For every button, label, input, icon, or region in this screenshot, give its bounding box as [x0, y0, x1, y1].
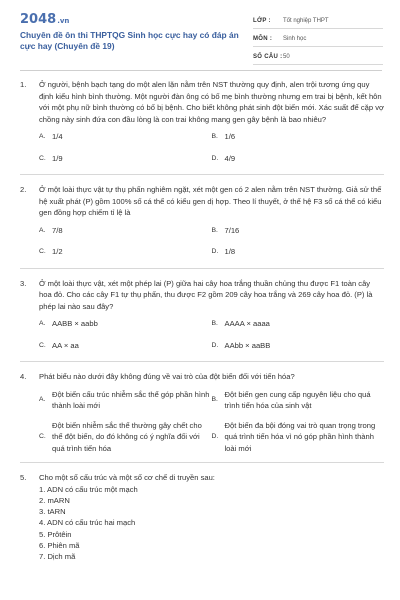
- option-text: 1/9: [52, 153, 63, 163]
- option-d[interactable]: [212, 340, 385, 352]
- list-item: 2. mARN: [39, 495, 70, 505]
- option-b[interactable]: [212, 389, 385, 412]
- question-2: [20, 184, 384, 258]
- option-a[interactable]: [39, 389, 212, 412]
- option-letter: B.: [211, 320, 218, 327]
- meta-label: LỚP :: [253, 18, 271, 24]
- site-logo[interactable]: [20, 12, 69, 27]
- meta-row-subject: [253, 32, 383, 47]
- document-title: Chuyên đề ôn thi THPTQG Sinh học cực hay có đáp án cực hay (Chuyên đề 19): [20, 30, 239, 51]
- option-letter: D.: [211, 433, 219, 440]
- question-number: 4.: [20, 372, 27, 381]
- option-text: 1/8: [224, 247, 236, 256]
- question-text: Phát biểu nào dưới đây không đúng về vai trò của đột biến đối với tiến hóa?: [39, 372, 295, 381]
- question-list: [20, 79, 384, 563]
- question-1: [20, 79, 384, 164]
- option-letter: A.: [39, 133, 46, 140]
- option-text: AAbb × aaBB: [224, 340, 271, 350]
- logo-suffix: .vn: [57, 17, 70, 25]
- option-text: 7/8: [52, 225, 63, 235]
- option-text: AA × aa: [52, 340, 79, 350]
- structure-list: [39, 484, 384, 563]
- answer-options: [39, 225, 384, 258]
- question-divider: [20, 174, 384, 175]
- option-text: Đột biến gen cung cấp nguyên liệu cho quá trình tiến hóa của sinh vật: [224, 389, 371, 410]
- option-b[interactable]: [212, 225, 385, 237]
- document-header: [0, 0, 400, 66]
- option-text: Đột biến cấu trúc nhiễm sắc thể góp phần hình thành loài mới: [52, 389, 210, 410]
- option-c[interactable]: [39, 246, 212, 258]
- option-letter: C.: [39, 433, 46, 440]
- option-text: 1/2: [52, 247, 63, 256]
- list-item: 1. ADN có cấu trúc một mạch: [39, 484, 138, 494]
- header-divider: [20, 70, 382, 71]
- question-4: [20, 371, 384, 454]
- option-letter: D.: [211, 341, 219, 349]
- option-b[interactable]: [212, 131, 385, 143]
- option-c[interactable]: [39, 420, 212, 455]
- option-letter: C.: [39, 341, 46, 349]
- list-item: 7. Dịch mã: [39, 552, 76, 562]
- option-letter: B.: [211, 226, 218, 234]
- question-divider: [20, 268, 384, 269]
- question-text: Ở một loài thực vật tự thụ phấn nghiêm ngặt, xét một gen có 2 alen nằm trên NST thường. Giả sử thế hệ xuất phát (P) gồm 100% số cá thể có kiểu gen dị hợp. Theo lí thuyết, ở thế hệ F3 số cá thể có kiểu gen đồng hợp chiếm tỉ lệ là: [39, 185, 382, 217]
- option-a[interactable]: [39, 318, 212, 330]
- question-text: Ở một loài thực vật, xét một phép lai (P) giữa hai cây hoa trắng thuần chủng thu được F1 toàn cây hoa đỏ. Cho các cây F1 tự thụ phấn, thu được F2 gồm 209 cây hoa trắng và 269 cây hoa đỏ. (P) là phép lai nào sau đây?: [39, 278, 373, 311]
- question-divider: [20, 361, 384, 362]
- option-letter: C.: [39, 248, 46, 255]
- option-letter: A.: [39, 320, 46, 327]
- option-b[interactable]: [212, 318, 385, 330]
- meta-row-count: [253, 50, 383, 65]
- option-d[interactable]: [212, 246, 385, 258]
- option-text: 4/9: [224, 153, 236, 163]
- option-letter: A.: [39, 226, 46, 234]
- option-letter: A.: [39, 396, 46, 404]
- option-letter: B.: [211, 133, 218, 140]
- option-text: Đột biến nhiễm sắc thể thường gây chết cho thể đột biến, do đó không có ý nghĩa đối với quá trình tiến hóa: [52, 420, 202, 453]
- list-item: 3. tARN: [39, 507, 66, 517]
- list-item: 4. ADN có cấu trúc hai mạch: [39, 518, 136, 528]
- list-item: 5. Prôtêin: [39, 529, 72, 539]
- option-text: 1/6: [224, 132, 236, 141]
- option-text: Đột biến đa bội đóng vai trò quan trọng trong quá trình tiến hóa vì nó góp phần hình thành loài mới: [224, 420, 376, 453]
- option-letter: D.: [211, 154, 219, 162]
- logo-text: 2048: [20, 12, 57, 27]
- document-meta: [253, 14, 383, 68]
- question-number: 3.: [20, 278, 27, 288]
- option-d[interactable]: [212, 153, 385, 165]
- question-text: Ở người, bệnh bạch tạng do một alen lặn nằm trên NST thường quy định, alen trội tương ứng quy định kiểu hình bình thường. Một người đàn ông có bố mẹ bình thường nhưng em trai bị bệnh, kết hôn với một phụ nữ bình thường có bố bị bệnh. Cho biết không phát sinh đột biến mới. Xác suất để cặp vợ chồng này sinh đứa con đầu lòng là con trai không mang gen gây bệnh là bao nhiêu?: [39, 80, 385, 124]
- meta-value: 50: [283, 54, 290, 60]
- option-a[interactable]: [39, 225, 212, 237]
- answer-options: [39, 318, 384, 351]
- answer-options: [39, 131, 384, 164]
- list-item: 6. Phiên mã: [39, 540, 80, 550]
- option-text: AABB × aabb: [52, 319, 98, 328]
- question-text: Cho một số cấu trúc và một số cơ chế di truyền sau:: [39, 473, 215, 482]
- meta-label: SỐ CÂU :: [253, 54, 283, 60]
- answer-options: [39, 389, 384, 455]
- meta-value: Tốt nghiệp THPT: [283, 18, 329, 24]
- meta-row-class: [253, 14, 383, 29]
- option-letter: C.: [39, 154, 46, 162]
- option-letter: B.: [211, 396, 218, 404]
- question-5: [20, 472, 384, 563]
- option-letter: D.: [211, 248, 219, 255]
- question-3: [20, 278, 384, 352]
- question-number: 1.: [20, 80, 27, 89]
- option-text: AAAA × aaaa: [224, 319, 270, 328]
- option-text: 7/16: [224, 225, 240, 235]
- question-number: 2.: [20, 185, 27, 194]
- option-a[interactable]: [39, 131, 212, 143]
- option-d[interactable]: [212, 420, 385, 455]
- meta-label: MÔN :: [253, 36, 273, 42]
- option-c[interactable]: [39, 340, 212, 352]
- option-text: 1/4: [52, 132, 63, 141]
- option-c[interactable]: [39, 153, 212, 165]
- question-divider: [20, 462, 384, 463]
- question-number: 5.: [20, 473, 27, 482]
- meta-value: Sinh học: [283, 36, 307, 42]
